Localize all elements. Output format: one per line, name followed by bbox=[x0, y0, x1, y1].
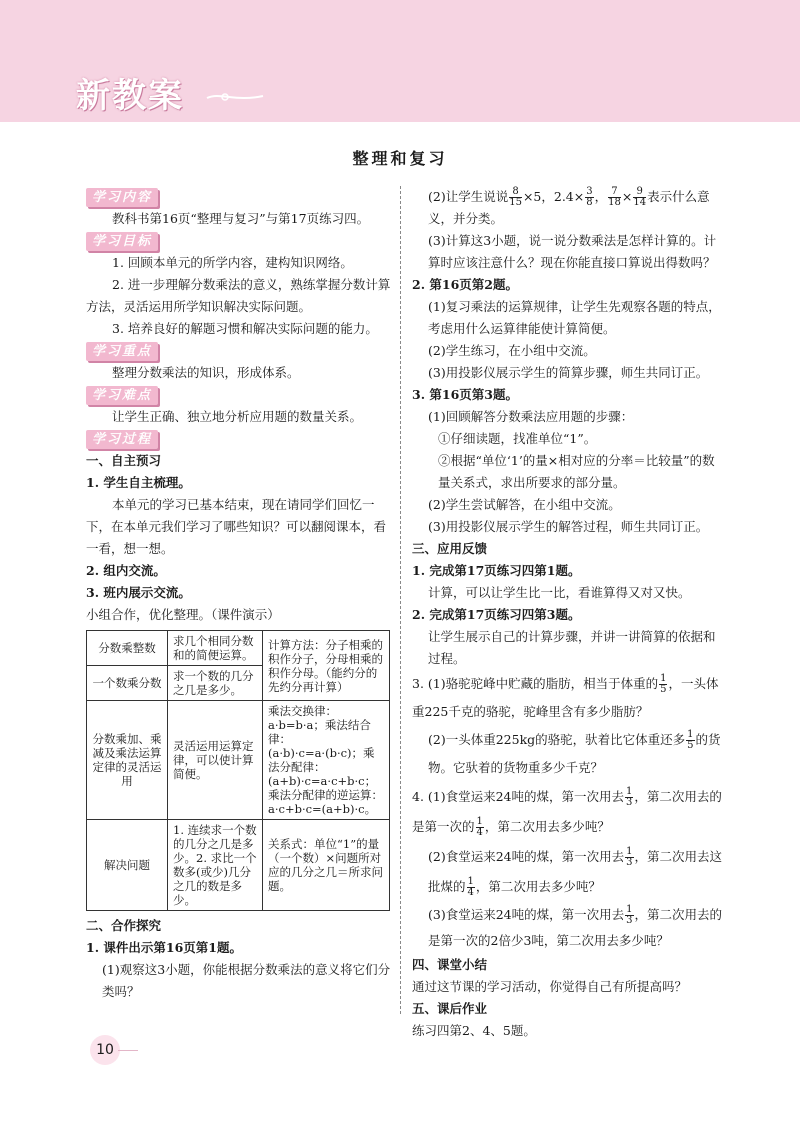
step-text: 本单元的学习已基本结束，现在请同学们回忆一下，在本单元我们学习了哪些知识？可以翻阅课本，看一看，想一想。 bbox=[86, 497, 387, 556]
table-cell: 计算方法：分子相乘的积作分子，分母相乘的积作分母。（能约分的先约分再计算） bbox=[263, 631, 390, 701]
text-segment: ，第二次用去多少吨？ bbox=[475, 879, 601, 894]
tag-process: 学习过程 bbox=[86, 430, 158, 449]
section-heading: 二、合作探究 bbox=[86, 918, 162, 933]
goal-item: 3. 培养良好的解题习惯和解决实际问题的能力。 bbox=[112, 321, 378, 336]
table-cell: 乘法交换律：a·b=b·a；乘法结合律：(a·b)·c=a·(b·c)；乘法分配律：(a+b)·c=a·c+b·c；乘法分配律的逆运算：a·c+b·c=(a+b)·c。 bbox=[263, 701, 390, 820]
problem bbox=[412, 782, 724, 842]
denominator: 4 bbox=[467, 887, 474, 898]
step-heading: 3. 班内展示交流。 bbox=[86, 585, 191, 600]
step-text: (1)观察这3小题，你能根据分数乘法的意义将它们分类吗？ bbox=[102, 962, 391, 999]
table-cell: 分数乘加、乘减及乘法运算定律的灵活运用 bbox=[87, 701, 168, 820]
table-cell: 解决问题 bbox=[87, 820, 168, 911]
step-text: (2)学生尝试解答，在小组中交流。 bbox=[428, 497, 621, 512]
table-cell: 求几个相同分数和的简便运算。 bbox=[168, 631, 263, 666]
fraction bbox=[625, 905, 633, 926]
problem bbox=[412, 902, 724, 954]
step-heading: 2. 组内交流。 bbox=[86, 563, 166, 578]
text-segment: ，一头体重225千克的骆驼，驼峰里含有多少脂肪？ bbox=[412, 676, 719, 719]
fraction bbox=[659, 674, 667, 695]
tag-key: 学习重点 bbox=[86, 342, 158, 361]
step-text bbox=[412, 186, 724, 230]
problem bbox=[412, 670, 724, 726]
denominator: 8 bbox=[586, 197, 593, 208]
table-cell: 分数乘整数 bbox=[87, 631, 168, 666]
text-segment: 表示什么意义，并分类。 bbox=[428, 189, 710, 226]
step-text: 通过这节课的学习活动，你觉得自己有所提高吗？ bbox=[412, 979, 688, 994]
section-heading: 四、课堂小结 bbox=[412, 957, 488, 972]
problem bbox=[412, 842, 724, 902]
fraction bbox=[476, 817, 484, 838]
step-text: ①仔细读题，找准单位“1”。 bbox=[438, 431, 597, 446]
text-segment: (3)食堂运来24吨的煤，第一次用去 bbox=[428, 907, 625, 922]
step-heading: 3. 第16页第3题。 bbox=[412, 387, 518, 402]
step-heading: 2. 完成第17页练习四第3题。 bbox=[412, 607, 581, 622]
table-row bbox=[87, 820, 390, 911]
fraction bbox=[585, 187, 593, 208]
step-text: (1)复习乘法的运算规律，让学生先观察各题的特点，考虑用什么运算律能使计算简便。 bbox=[428, 299, 721, 336]
table-row bbox=[87, 701, 390, 820]
section-heading: 一、自主预习 bbox=[86, 453, 162, 468]
text-segment: (2)一头体重225kg的骆驼，驮着比它体重还多 bbox=[428, 732, 686, 747]
table-cell: 灵活运用运算定律，可以使计算简便。 bbox=[168, 701, 263, 820]
summary-table bbox=[86, 630, 390, 911]
numerator: 1 bbox=[467, 876, 474, 887]
fraction bbox=[608, 187, 621, 208]
content-text: 教科书第16页“整理与复习”与第17页练习四。 bbox=[112, 211, 370, 226]
step-note: 小组合作，优化整理。（课件演示） bbox=[86, 607, 280, 622]
text-segment: (2)让学生说说 bbox=[428, 189, 509, 204]
table-row bbox=[87, 631, 390, 666]
difficulty-text: 让学生正确、独立地分析应用题的数量关系。 bbox=[112, 409, 363, 424]
text-segment: ，第二次用去的是第一次的 bbox=[412, 789, 722, 834]
section-heading: 五、课后作业 bbox=[412, 1001, 488, 1016]
numerator: 1 bbox=[626, 786, 633, 797]
step-text: (3)计算这3小题，说一说分数乘法是怎样计算的。计算时应该注意什么？现在你能直接口算说出得数吗？ bbox=[428, 233, 717, 270]
denominator: 3 bbox=[626, 915, 633, 926]
denominator: 4 bbox=[476, 827, 483, 838]
numerator: 1 bbox=[626, 846, 633, 857]
denominator: 3 bbox=[626, 797, 633, 808]
step-text: 练习四第2、4、5题。 bbox=[412, 1023, 536, 1038]
text-segment: ，第二次用去的是第一次的2倍少3吨，第二次用去多少吨？ bbox=[428, 907, 723, 948]
fraction bbox=[625, 847, 633, 868]
denominator: 5 bbox=[660, 684, 667, 695]
tag-goals: 学习目标 bbox=[86, 232, 158, 251]
denominator: 3 bbox=[626, 857, 633, 868]
denominator: 14 bbox=[633, 197, 647, 208]
table-cell: 一个数乘分数 bbox=[87, 666, 168, 701]
key-text: 整理分数乘法的知识，形成体系。 bbox=[112, 365, 300, 380]
text-segment: 3. (1)骆驼驼峰中贮藏的脂肪，相当于体重的 bbox=[412, 676, 659, 691]
logo-swoosh-icon bbox=[205, 90, 265, 104]
step-text: (2)学生练习，在小组中交流。 bbox=[428, 343, 596, 358]
fraction bbox=[633, 187, 646, 208]
left-column bbox=[86, 186, 392, 1003]
text-segment: ，第二次用去这批煤的 bbox=[428, 849, 723, 894]
fraction bbox=[686, 730, 694, 751]
right-column bbox=[412, 186, 724, 1042]
goal-item: 2. 进一步理解分数乘法的意义，熟练掌握分数计算方法，灵活运用所学知识解决实际问题。 bbox=[86, 277, 391, 314]
table-cell: 1. 连续求一个数的几分之几是多少。2. 求比一个数多(或少)几分之几的数是多少。 bbox=[168, 820, 263, 911]
logo: 新教案 bbox=[76, 76, 184, 116]
table-cell: 求一个数的几分之几是多少。 bbox=[168, 666, 263, 701]
step-text: (3)用投影仪展示学生的简算步骤，师生共同订正。 bbox=[428, 365, 709, 380]
numerator: 1 bbox=[660, 673, 667, 684]
problem bbox=[412, 726, 724, 782]
table-cell: 关系式：单位“1”的量（一个数）×问题所对应的几分之几＝所求问题。 bbox=[263, 820, 390, 911]
text-segment: 的货物。它驮着的货物重多少千克？ bbox=[428, 732, 721, 775]
page-title: 整理和复习 bbox=[352, 149, 448, 168]
numerator: 8 bbox=[509, 187, 522, 198]
tag-difficulty: 学习难点 bbox=[86, 386, 158, 405]
text-segment: ，第二次用去多少吨？ bbox=[484, 819, 610, 834]
numerator: 1 bbox=[687, 729, 694, 740]
numerator: 7 bbox=[608, 187, 621, 198]
step-text: (1)回顾解答分数乘法应用题的步骤： bbox=[428, 409, 634, 424]
page-number: 10 bbox=[90, 1035, 120, 1065]
numerator: 9 bbox=[633, 187, 646, 198]
step-text: ②根据“单位‘1’的量×相对应的分率＝比较量”的数量关系式，求出所要求的部分量。 bbox=[438, 453, 715, 490]
step-heading: 1. 完成第17页练习四第1题。 bbox=[412, 563, 581, 578]
denominator: 5 bbox=[687, 740, 694, 751]
step-heading: 1. 学生自主梳理。 bbox=[86, 475, 191, 490]
page-number-line bbox=[118, 1050, 138, 1051]
step-heading: 1. 课件出示第16页第1题。 bbox=[86, 940, 242, 955]
column-divider bbox=[400, 186, 401, 1014]
text-segment: (2)食堂运来24吨的煤，第一次用去 bbox=[428, 849, 625, 864]
fraction bbox=[467, 877, 475, 898]
step-text: 让学生展示自己的计算步骤，并讲一讲简算的依据和过程。 bbox=[428, 629, 716, 666]
numerator: 1 bbox=[476, 816, 483, 827]
step-heading: 2. 第16页第2题。 bbox=[412, 277, 518, 292]
text-segment: 4. (1)食堂运来24吨的煤，第一次用去 bbox=[412, 789, 625, 804]
section-heading: 三、应用反馈 bbox=[412, 541, 488, 556]
tag-content: 学习内容 bbox=[86, 188, 158, 207]
denominator: 15 bbox=[509, 197, 522, 208]
text-segment: ， bbox=[594, 189, 608, 204]
fraction bbox=[625, 787, 633, 808]
denominator: 18 bbox=[608, 197, 621, 208]
numerator: 1 bbox=[626, 904, 633, 915]
fraction bbox=[509, 187, 522, 208]
step-text: (3)用投影仪展示学生的解答过程，师生共同订正。 bbox=[428, 519, 709, 534]
text-segment: ×5，2.4× bbox=[522, 189, 585, 204]
text-segment: × bbox=[621, 189, 633, 204]
step-text: 计算，可以让学生比一比，看谁算得又对又快。 bbox=[428, 585, 691, 600]
goal-item: 1. 回顾本单元的所学内容，建构知识网络。 bbox=[112, 255, 353, 270]
numerator: 3 bbox=[586, 186, 593, 197]
